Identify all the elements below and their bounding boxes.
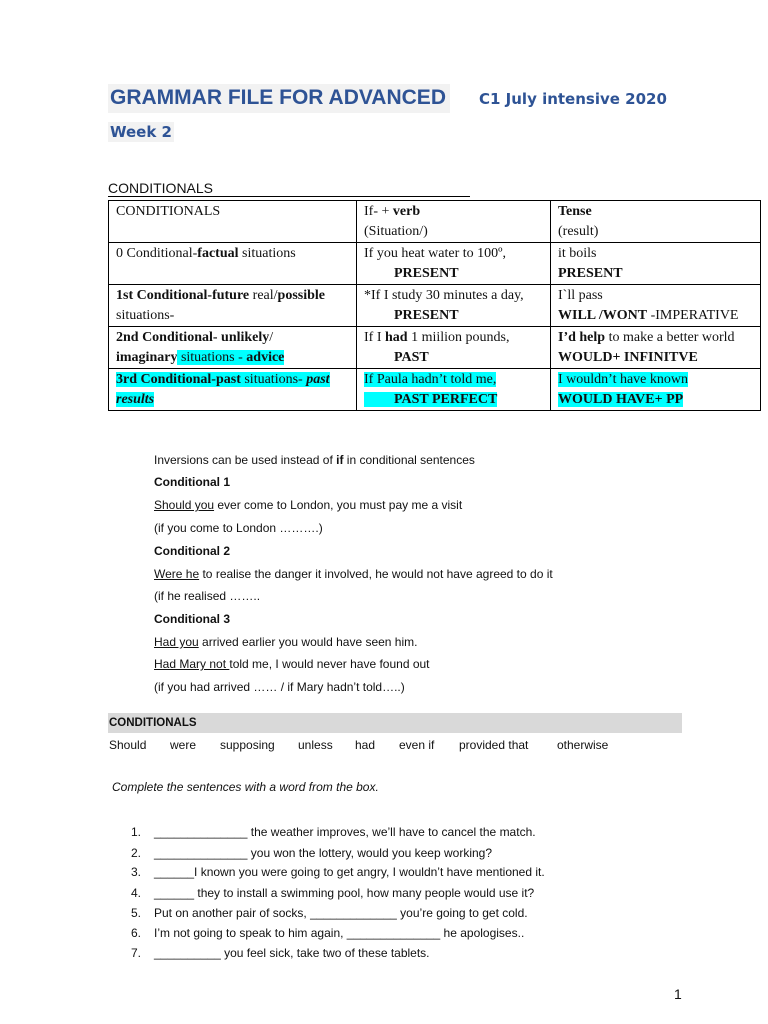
tense-label: WILL /WONT <box>558 307 648 323</box>
cell-text-bold: had <box>385 330 408 345</box>
conditional-2-label: Conditional 2 <box>154 544 230 558</box>
exercise-item <box>131 864 545 880</box>
cell-text: 0 Conditional- <box>116 246 198 261</box>
table-cell <box>109 327 357 369</box>
item-text: Put on another pair of socks, _____________ you’re going to get cold. <box>154 906 528 920</box>
tense-label: WOULD+ INFINITVE <box>558 349 698 365</box>
conditionals-table <box>108 200 761 411</box>
cell-text: / <box>269 330 274 345</box>
exercise-item <box>131 925 524 941</box>
exercise-item <box>131 885 534 901</box>
item-number: 6. <box>131 926 142 940</box>
highlighted-text: advice <box>246 349 285 365</box>
table-row <box>109 243 761 285</box>
text: told me, I would never have found out <box>229 657 430 671</box>
cell-text: CONDITIONALS <box>116 204 221 219</box>
underlined-text: Should you <box>154 498 215 512</box>
highlighted-text: 3rd Conditional-past <box>116 372 241 387</box>
item-text: ______ they to install a swimming pool, how many people would use it? <box>154 886 535 900</box>
conditional-1-label: Conditional 1 <box>154 475 230 489</box>
table-cell <box>551 201 761 243</box>
highlighted-text: situations- <box>240 372 307 387</box>
conditional-3-example-2 <box>154 656 430 672</box>
item-text: __________ you feel sick, take two of these tablets. <box>154 946 430 960</box>
week-label: Week 2 <box>110 123 172 141</box>
text: Inversions can be used instead of <box>154 453 337 467</box>
text: to realise the danger it involved, he would not have agreed to do it <box>199 567 553 581</box>
word-box-item: otherwise <box>557 738 609 752</box>
text: ever come to London, you must pay me a visit <box>214 498 463 512</box>
conditional-1-paraphrase: (if you come to London ……….) <box>154 521 323 535</box>
item-number: 3. <box>131 865 142 879</box>
word-box-item: unless <box>298 738 333 752</box>
page-number: 1 <box>674 986 682 1002</box>
word-box-title-bar <box>108 713 682 733</box>
table-cell <box>551 285 761 327</box>
text: arrived earlier you would have seen him. <box>198 635 418 649</box>
table-cell <box>357 369 551 411</box>
word-box-item: Should <box>109 738 147 752</box>
item-text: I’m not going to speak to him again, ______________ he apologises.. <box>154 926 525 940</box>
cell-text: If I <box>364 330 385 345</box>
word-box-item: provided that <box>459 738 529 752</box>
exercise-item <box>131 824 536 840</box>
cell-text-bold: verb <box>392 204 421 219</box>
table-cell <box>357 285 551 327</box>
word-box-item: supposing <box>220 738 275 752</box>
item-text: ______I known you were going to get angry, I wouldn’t have mentioned it. <box>154 865 545 879</box>
document-subtitle: C1 July intensive 2020 <box>479 90 667 108</box>
tense-label: WOULD HAVE+ PP <box>558 391 684 407</box>
cell-text: I`ll pass <box>558 288 603 303</box>
cell-text: real/ <box>249 288 278 303</box>
table-cell <box>109 243 357 285</box>
cell-text-bold: factual <box>197 246 239 261</box>
item-number: 4. <box>131 886 142 900</box>
highlighted-text: past <box>306 372 330 387</box>
cell-text: If- + <box>364 204 393 219</box>
word-box-item: had <box>355 738 376 752</box>
table-cell <box>551 327 761 369</box>
underlined-text: Had you <box>154 635 199 649</box>
item-text: ______________ the weather improves, we’ll have to cancel the match. <box>154 825 536 839</box>
underlined-text: Were he <box>154 567 200 581</box>
cell-text: situations- <box>116 307 175 323</box>
table-cell <box>551 243 761 285</box>
conditional-3-example-1 <box>154 634 417 650</box>
cell-text: If you heat water to 100º, <box>364 246 506 261</box>
conditional-3-paraphrase: (if you had arrived …… / if Mary hadn’t told…..) <box>154 680 405 694</box>
cell-text: situations <box>238 246 296 261</box>
cell-text-bold: Tense <box>558 204 592 219</box>
tense-label: PRESENT <box>394 307 459 323</box>
conditional-1-example <box>154 497 462 513</box>
cell-text: -IMPERATIVE <box>647 307 739 323</box>
tense-label: PRESENT <box>558 265 623 281</box>
tense-label: PAST PERFECT <box>364 392 497 407</box>
highlighted-text: If Paula hadn’t told me, <box>364 372 497 387</box>
cell-text: it boils <box>558 246 597 261</box>
highlighted-text: I wouldn’t have known <box>558 372 688 387</box>
cell-text: *If I study 30 minutes a day, <box>364 288 524 303</box>
word-box-item: even if <box>399 738 435 752</box>
table-row <box>109 327 761 369</box>
table-cell <box>109 201 357 243</box>
exercise-instruction: Complete the sentences with a word from the box. <box>112 780 379 794</box>
table-cell <box>357 201 551 243</box>
highlighted-text: situations - <box>177 349 247 365</box>
table-cell <box>109 285 357 327</box>
cell-text-bold: possible <box>277 288 325 303</box>
table-row <box>109 369 761 411</box>
cell-text: (result) <box>558 223 599 239</box>
cell-text-bold: I’d help <box>558 330 606 345</box>
table-header-row <box>109 201 761 243</box>
table-cell <box>109 369 357 411</box>
highlighted-text: results <box>116 391 155 407</box>
table-cell <box>357 327 551 369</box>
tense-label: PAST <box>394 349 429 365</box>
item-number: 1. <box>131 825 142 839</box>
inversions-intro <box>154 452 475 468</box>
cell-text-bold: imaginary <box>116 349 178 365</box>
exercise-item <box>131 905 528 921</box>
cell-text: 1 miilion pounds, <box>407 330 510 345</box>
word-box-item: were <box>170 738 197 752</box>
section-heading: CONDITIONALS <box>108 181 470 197</box>
cell-text-bold: 1st Conditional-future <box>116 288 250 303</box>
item-number: 5. <box>131 906 142 920</box>
conditional-3-label: Conditional 3 <box>154 612 230 626</box>
cell-text-bold: 2nd Conditional- unlikely <box>116 330 270 345</box>
text-bold: if <box>336 453 344 467</box>
text: in conditional sentences <box>343 453 475 467</box>
exercise-item <box>131 945 430 961</box>
conditional-2-example <box>154 566 553 582</box>
item-text: ______________ you won the lottery, would you keep working? <box>154 846 493 860</box>
table-row <box>109 285 761 327</box>
word-box-title: CONDITIONALS <box>109 717 197 729</box>
exercise-item <box>131 845 492 861</box>
underlined-text: Had Mary not <box>154 657 230 671</box>
document-title: GRAMMAR FILE FOR ADVANCED <box>108 84 450 113</box>
conditional-2-paraphrase: (if he realised …….. <box>154 589 261 603</box>
item-number: 7. <box>131 946 142 960</box>
cell-text: to make a better world <box>605 330 735 345</box>
item-number: 2. <box>131 846 142 860</box>
cell-text: (Situation/) <box>364 223 428 239</box>
table-cell <box>551 369 761 411</box>
tense-label: PRESENT <box>394 265 459 281</box>
table-cell <box>357 243 551 285</box>
